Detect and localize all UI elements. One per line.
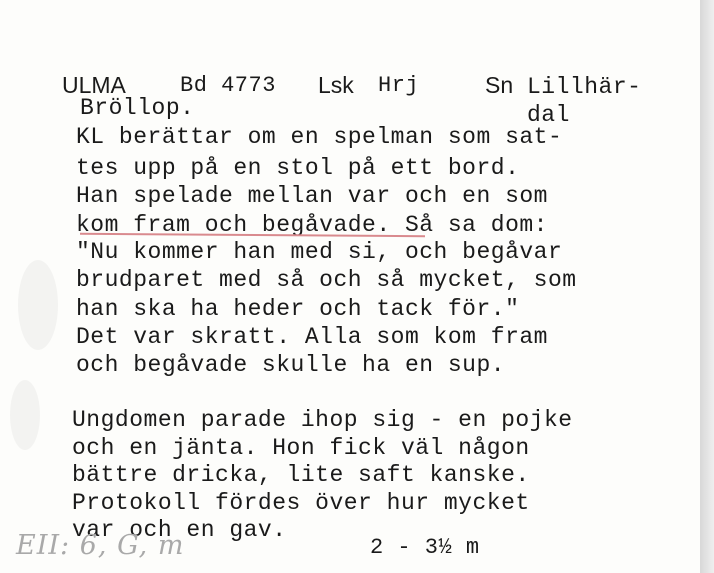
body-line: Han spelade mellan var och en som — [76, 183, 548, 209]
body-line: kom fram och begåvade. Så sa dom: — [76, 212, 548, 238]
paper-smudge — [18, 260, 58, 350]
body-line: var och en gav. — [72, 517, 287, 543]
parish-name-line1: Lillhär- — [527, 74, 642, 100]
parish-name-line2: dal — [527, 102, 570, 128]
body-line: brudparet med så och så mycket, som — [76, 267, 577, 293]
body-line: Ungdomen parade ihop sig - en pojke — [72, 407, 573, 433]
body-line: "Nu kommer han med si, och begåvar — [76, 239, 563, 265]
body-line: och begåvade skulle ha en sup. — [76, 352, 506, 378]
body-line: och en jänta. Hon fick väl någon — [72, 435, 530, 461]
body-line: han ska ha heder och tack för." — [76, 296, 520, 322]
measurement-label: 2 - 3½ m — [370, 535, 480, 560]
body-line: Det var skratt. Alla som kom fram — [76, 324, 548, 350]
archive-code: ULMA — [62, 72, 126, 98]
body-line: bättre dricka, lite saft kanske. — [72, 462, 530, 488]
body-line: tes upp på en stol på ett bord. — [76, 155, 520, 181]
paper-smudge — [10, 380, 40, 450]
landskap-code: Hrj — [378, 73, 420, 98]
body-line: KL berättar om en spelman som sat- — [76, 124, 563, 150]
card-edge-shadow — [700, 0, 714, 573]
topic-title: Bröllop. — [80, 95, 195, 121]
handwritten-signum: EII: 6, G, m — [16, 530, 185, 561]
volume-number: Bd 4773 — [180, 73, 276, 98]
landskap-label: Lsk — [318, 72, 354, 98]
socken-label: Sn — [485, 72, 514, 98]
body-line: Protokoll fördes över hur mycket — [72, 490, 530, 516]
